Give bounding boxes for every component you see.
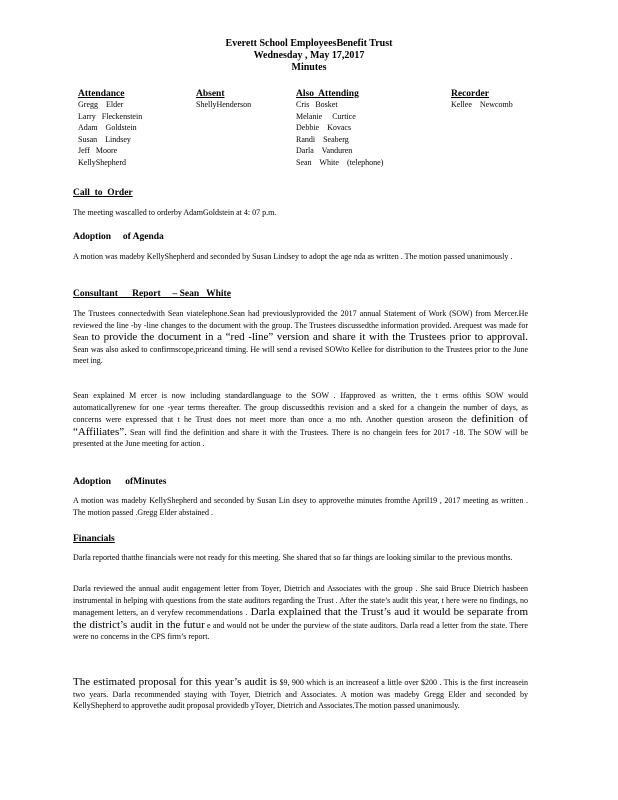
- attendance-heading: Attendance: [78, 89, 125, 99]
- paragraph-text: Sean will find the definition and share it with the Trustees. There is no changein fees for 2017 -18. The SOW will be presented at the June meeting for action .: [73, 427, 528, 448]
- list-item: Debbie Kovacs: [296, 123, 352, 132]
- absent-list: [196, 99, 251, 111]
- agenda-text: A motion was madeby KellyShepherd and seconded by Susan Lindsey to adopt the age nda as written . The motion passed unanimously .: [73, 252, 513, 261]
- list-item: Jeff Moore: [78, 146, 118, 155]
- paragraph-text: $9, 900 which is an increaseof a little over $200 . This is the first increasein two years. Darla recommended staying with Toyer, Dietrich and Associates. A motion was madeby Gregg Elder and seconded by KellyShepherd to approvethe audit proposal providedb yToyer, Dietrich and Associates.The motion passed unanimously.: [73, 678, 528, 710]
- paragraph-text: The Trustees connectedwith Sean viatelephone.Sean had previouslyprovided the 2017 annual Statement of Work (SOW) from Mercer.He reviewed the line -by -line changes to the document with the group. The Trustees discussedthe information provided. Arequest was made for Sean: [73, 309, 528, 342]
- recorder-heading: Recorder: [451, 89, 489, 99]
- consultant-report-heading: Consultant Report – Sean White: [73, 289, 231, 299]
- consultant-paragraph-2: [73, 390, 528, 450]
- absent-heading: Absent: [196, 89, 225, 99]
- list-item: KellyShepherd: [78, 157, 126, 167]
- agenda-heading: Adoption of Agenda: [73, 232, 164, 242]
- list-item: Cris Bosket: [296, 100, 338, 109]
- consultant-paragraph-1: [73, 308, 528, 367]
- document-subtitle: Minutes: [291, 62, 327, 73]
- list-item: Sean White (telephone): [296, 157, 384, 167]
- financials-heading: Financials: [73, 534, 115, 544]
- paragraph-text-large: definition of “Affiliates”.: [73, 413, 529, 438]
- paragraph-text: Darla reviewed the annual audit engagement letter from Toyer, Dietrich and Associates with the group . She said Bruce Dietrich hasbeen instrumental in helping with questions from the state auditors regarding the Trust .: [73, 584, 528, 605]
- document-title: Everett School EmployeesBenefit Trust: [225, 38, 393, 49]
- list-item: Susan Lindsey: [78, 134, 131, 144]
- paragraph-text: Sean was also asked to confirmscope,priceand timing. He will send a revised SOWto Kellee for distribution to the Trustees prior to the June meet ing.: [73, 344, 528, 365]
- list-item: Kellee Newcomb: [451, 100, 513, 109]
- list-item: Gregg Elder: [78, 100, 124, 109]
- call-to-order-text: The meeting wascalled to orderby AdamGoldstein at 4: 07 p.m.: [73, 208, 277, 217]
- list-item: Randi Seaberg: [296, 134, 349, 144]
- also-attending-heading: Also Attending: [296, 89, 359, 99]
- list-item: ShellyHenderson: [196, 100, 252, 109]
- meeting-date: Wednesday , May 17,2017: [253, 50, 365, 61]
- attendance-list: [78, 99, 142, 168]
- list-item: Darla Vanduren: [296, 146, 353, 155]
- paragraph-text-large: Darla explained that the Trust’s aud it would be separate from the district’s audit in the futur: [73, 606, 528, 631]
- list-item: Larry Fleckenstein: [78, 111, 143, 121]
- also-attending-list: [296, 99, 383, 168]
- paragraph-text: report.: [186, 632, 210, 641]
- list-item: Melanie Curtice: [296, 111, 356, 121]
- paragraph-text-large: to provide the document in a “red -line” version and share it with the Trustees prior to approval.: [91, 331, 529, 343]
- paragraph-text: After the state’s audit this year, t here were no findings, no management letters, an d veryfew recommendations .: [73, 595, 528, 617]
- paragraph-text-large: The estimated proposal for this year’s audit is: [73, 676, 278, 688]
- paragraph-text: Sean explained M ercer is now including standardlanguage to the SOW . Ifapproved as written, the t erms ofthis SOW would automaticallyrenew for one -year terms thereafter. The group discussedthis revision and a sked for a changein the number of days, as concerns were expressed that t he Trust does not meet more than once a mo nth. Another question aroseon the: [73, 391, 528, 424]
- financials-paragraph-3: [73, 676, 528, 712]
- call-to-order-heading: Call to Order: [73, 188, 133, 198]
- recorder-list: [451, 99, 513, 111]
- paragraph-text: e and would not be under the purview of the state auditors. Darla read a letter from the state. There were no concerns in the CPS firm’s: [73, 620, 528, 641]
- financials-paragraph-1: Darla reported thatthe financials were not ready for this meeting. She shared that so far things are looking similar to the previous months.: [73, 553, 513, 562]
- minutes-text: A motion was madeby KellyShepherd and seconded by Susan Lin dsey to approvethe minutes fromthe April19 , 2017 meeting as written . The motion passed .Gregg Elder abstained .: [73, 496, 528, 517]
- financials-paragraph-2: [73, 583, 528, 643]
- list-item: Adam Goldstein: [78, 123, 137, 132]
- minutes-heading: Adoption ofMinutes: [73, 477, 167, 487]
